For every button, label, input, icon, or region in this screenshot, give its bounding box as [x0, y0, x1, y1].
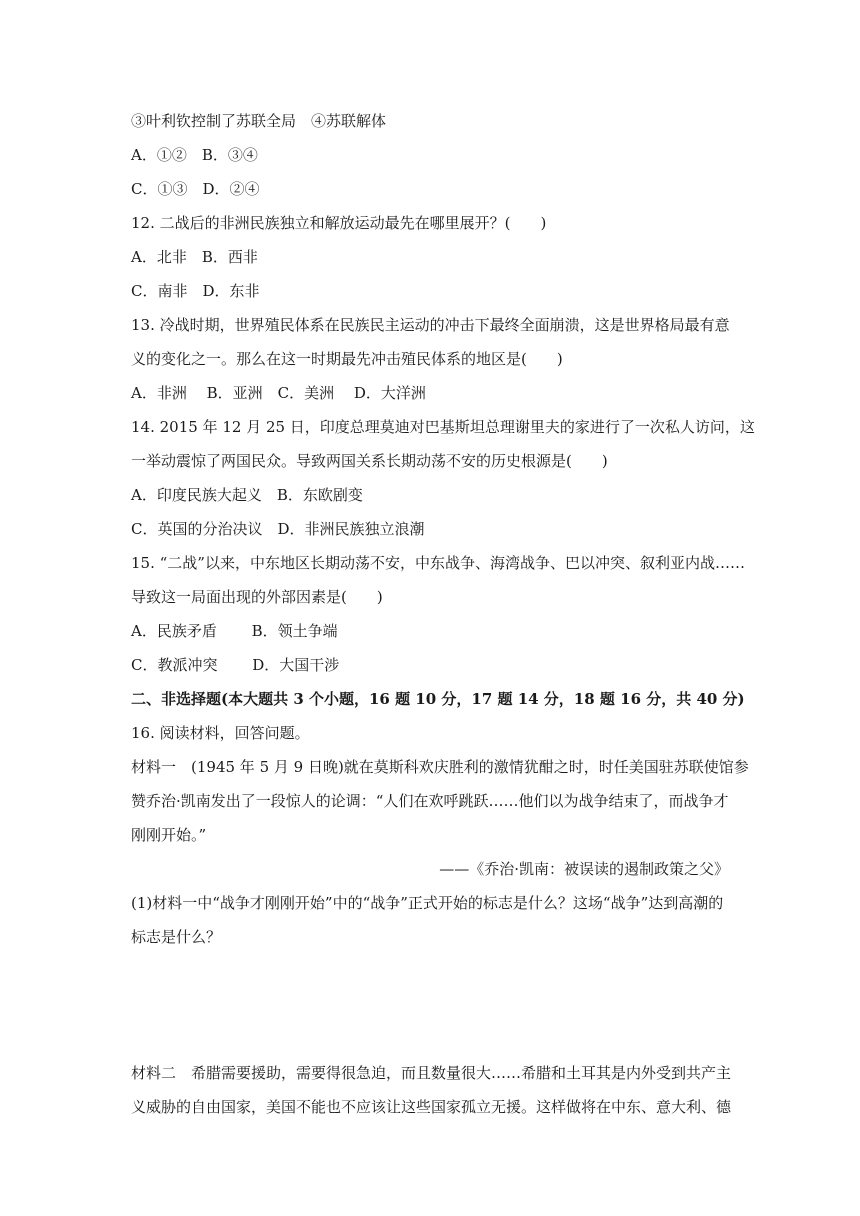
q11-options-line: ③叶利钦控制了苏联全局 ④苏联解体 — [131, 112, 387, 130]
q16-1-line-2: 标志是什么？ — [131, 928, 222, 946]
q15-stem-1: 15. “二战”以来，中东地区长期动荡不安，中东战争、海湾战争、巴以冲突、叙利亚内战…… — [131, 554, 745, 572]
q13-answers: A．非洲 B．亚洲 C．美洲 D．大洋洲 — [131, 384, 426, 402]
material-1-line-2: 赞乔治·凯南发出了一段惊人的论调：“人们在欢呼跳跃……他们以为战争结束了，而战争才 — [131, 792, 729, 810]
q15-answer-cd: C．教派冲突 D．大国干涉 — [131, 656, 340, 674]
material-2-line-2: 义威胁的自由国家，美国不能也不应该让这些国家孤立无援。这样做将在中东、意大利、德 — [131, 1098, 732, 1116]
q15-answer-ab: A．民族矛盾 B．领土争端 — [131, 622, 338, 640]
material-2-line-1: 材料二 希腊需要援助，需要得很急迫，而且数量很大……希腊和土耳其是内外受到共产主 — [131, 1064, 732, 1082]
q11-answer-cd: C．①③ D．②④ — [131, 180, 260, 198]
q12-answer-cd: C．南非 D．东非 — [131, 282, 260, 300]
q14-answer-cd: C．英国的分治决议 D．非洲民族独立浪潮 — [131, 520, 425, 538]
q14-stem-1: 14. 2015 年 12 月 25 日，印度总理莫迪对巴基斯坦总理谢里夫的家进行了一次私人访问，这 — [131, 418, 755, 436]
q16-instruction: 16. 阅读材料，回答问题。 — [131, 724, 310, 742]
q12-answer-ab: A．北非 B．西非 — [131, 248, 258, 266]
q16-1-line-1: (1)材料一中“战争才刚刚开始”中的“战争”正式开始的标志是什么？这场“战争”达到高潮的 — [131, 894, 724, 912]
material-1-source: ——《乔治·凯南：被误读的遏制政策之父》 — [439, 860, 729, 878]
section-heading: 二、非选择题(本大题共 3 个小题，16 题 10 分，17 题 14 分，18 题 16 分，共 40 分) — [131, 690, 745, 708]
q14-answer-ab: A．印度民族大起义 B．东欧剧变 — [131, 486, 363, 504]
q11-answer-ab: A．①② B．③④ — [131, 146, 258, 164]
q13-stem-2: 义的变化之一。那么在这一时期最先冲击殖民体系的地区是( ) — [131, 350, 563, 368]
material-1-line-3: 刚刚开始。” — [131, 826, 207, 844]
q12-stem: 12. 二战后的非洲民族独立和解放运动最先在哪里展开？( ) — [131, 214, 547, 232]
q15-stem-2: 导致这一局面出现的外部因素是( ) — [131, 588, 383, 606]
q13-stem-1: 13. 冷战时期，世界殖民体系在民族民主运动的冲击下最终全面崩溃，这是世界格局最有意 — [131, 316, 730, 334]
q14-stem-2: 一举动震惊了两国民众。导致两国关系长期动荡不安的历史根源是( ) — [131, 452, 608, 470]
material-1-line-1: 材料一 (1945 年 5 月 9 日晚)就在莫斯科欢庆胜利的激情犹酣之时，时任美国驻苏联使馆参 — [131, 758, 749, 776]
